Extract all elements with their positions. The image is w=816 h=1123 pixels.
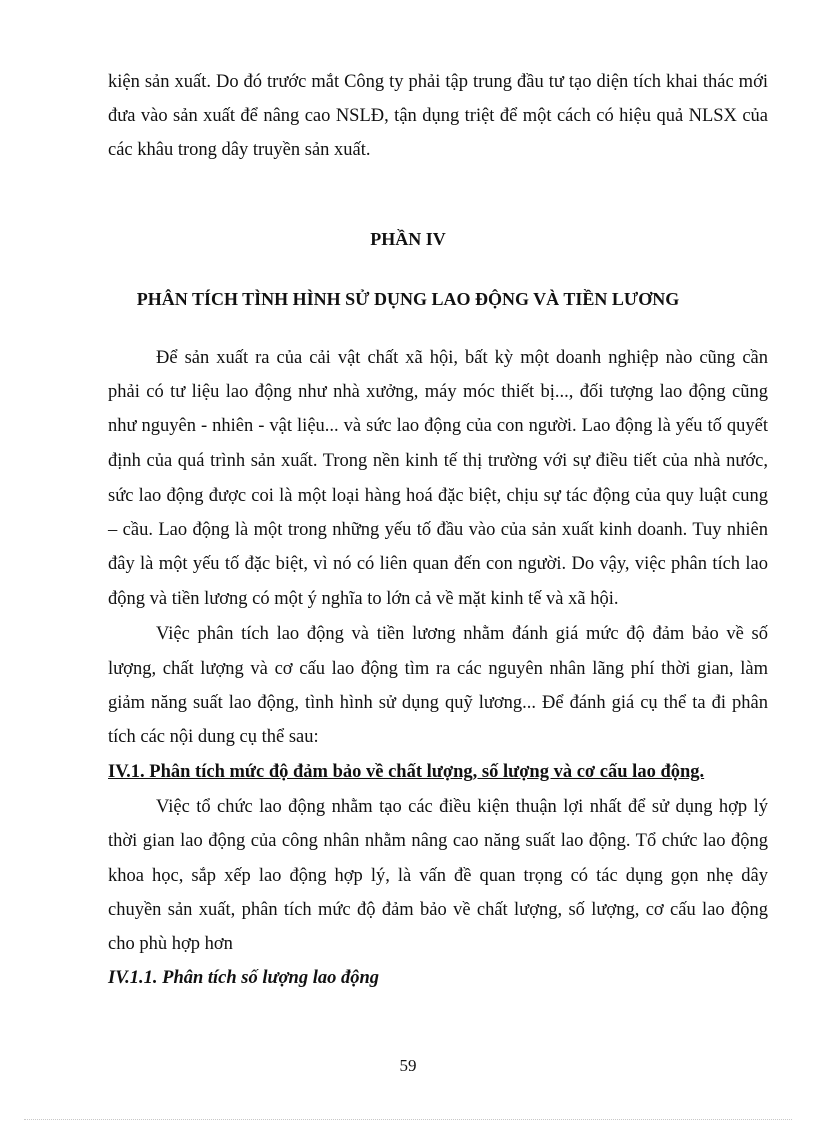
text-line: Để sản xuất ra của cải vật chất xã hội, bất kỳ một doanh nghiệp nào cũng cần [156,348,768,368]
text-line: lượng, chất lượng và cơ cấu lao động tìm ra các nguyên nhân lãng phí thời gian, làm [108,659,768,679]
text-line: khoa học, sắp xếp lao động hợp lý, là vấn đề quan trọng có tác dụng gọn nhẹ dây [108,866,768,886]
text-line: định của quá trình sản xuất. Trong nền kinh tế thị trường với sự điều tiết của nhà nước, [108,451,768,471]
text-line: phải có tư liệu lao động như nhà xưởng, máy móc thiết bị..., đối tượng lao động cũng [108,382,768,402]
text-line: – cầu. Lao động là một trong những yếu tố đầu vào của sản xuất kinh doanh. Tuy nhiên [108,520,768,540]
text-line: đây là một yếu tố đặc biệt, vì nó có liên quan đến con người. Do vậy, việc phân tích lao [108,554,768,574]
section-heading: IV.1. Phân tích mức độ đảm bảo về chất lượng, số lượng và cơ cấu lao động. [108,762,705,782]
part-subtitle: PHÂN TÍCH TÌNH HÌNH SỬ DỤNG LAO ĐỘNG VÀ TIỀN LƯƠNG [136,289,680,309]
text-line: tích các nội dung cụ thể sau: [108,727,319,747]
text-line: các khâu trong dây truyền sản xuất. [108,140,371,160]
subsection-heading: IV.1.1. Phân tích số lượng lao động [108,968,380,988]
text-line: thời gian lao động của công nhân nhằm nâng cao năng suất lao động. Tổ chức lao động [108,831,768,851]
text-line: giảm năng suất lao động, tình hình sử dụng quỹ lương... Để đánh giá cụ thể ta đi phân [108,693,768,713]
text-line: như nguyên - nhiên - vật liệu... và sức lao động của con người. Lao động là yếu tố quyết [108,416,768,436]
text-line: cho phù hợp hơn [108,934,233,954]
page-number: 59 [399,1056,417,1075]
text-line: đưa vào sản xuất để nâng cao NSLĐ, tận dụng triệt để một cách có hiệu quả NLSX của [108,106,768,126]
text-line: chuyền sản xuất, phân tích mức độ đảm bảo về chất lượng, số lượng, cơ cấu lao động [108,900,768,920]
text-line: Việc tổ chức lao động nhằm tạo các điều kiện thuận lợi nhất để sử dụng hợp lý [156,797,768,817]
text-line: kiện sản xuất. Do đó trước mắt Công ty phải tập trung đầu tư tạo diện tích khai thác mới [108,72,768,92]
text-line: sức lao động được coi là một loại hàng hoá đặc biệt, chịu sự tác động của quy luật cung [108,486,768,506]
footer-divider [24,1119,792,1120]
part-title: PHẦN IV [370,229,446,249]
text-line: động và tiền lương có một ý nghĩa to lớn cả về mặt kinh tế và xã hội. [108,589,619,609]
text-line: Việc phân tích lao động và tiền lương nhằm đánh giá mức độ đảm bảo về số [156,624,768,644]
